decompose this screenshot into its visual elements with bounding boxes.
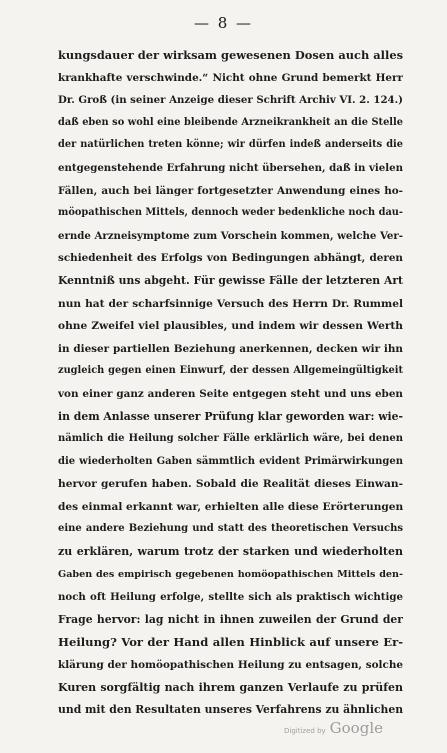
text-line: zu erklären, warum trotz der starken und wiederholten [58, 545, 403, 559]
text-line: klärung der homöopathischen Heilung zu entsagen, solche [58, 659, 403, 672]
text-line: Frage hervor: lag nicht in ihnen zuweilen der Grund der [58, 612, 403, 626]
text-line: daß eben so wohl eine bleibende Arzneikrankheit an die Stelle [58, 116, 403, 128]
digitized-watermark [284, 719, 383, 737]
text-line: möopathischen Mittels, dennoch weder bedenkliche noch dau- [58, 207, 403, 219]
text-line: nämlich die Heilung solcher Fälle erklärlich wäre, bei denen [58, 433, 403, 445]
google-logo: Google [329, 719, 383, 737]
text-line: eine andere Beziehung und statt des theoretischen Versuchs [58, 523, 403, 535]
text-line: entgegenstehende Erfahrung nicht übersehen, daß in vielen [58, 161, 403, 174]
text-line: krankhafte verschwinde.“ Nicht ohne Grund bemerkt Herr [58, 71, 403, 84]
page-number: — 8 — [193, 14, 254, 32]
text-line: noch oft Heilung erfolge, stellte sich als praktisch wichtige [58, 591, 403, 604]
text-line: kungsdauer der wirksam gewesenen Dosen auch alles [58, 48, 403, 62]
text-line: Gaben des empirisch gegebenen homöopathischen Mittels den- [58, 568, 403, 580]
text-line: Heilung? Vor der Hand allen Hinblick auf unsere Er- [58, 635, 403, 650]
text-line: von einer ganz anderen Seite entgegen steht und uns eben [58, 387, 403, 400]
text-line: ernde Arzneisymptome zum Vorschein kommen, welche Ver- [58, 229, 403, 242]
text-line: in dieser partiellen Beziehung anerkennen, decken wir ihn [58, 342, 403, 355]
text-line: nun hat der scharfsinnige Versuch des Herrn Dr. Rummel [58, 297, 403, 310]
text-line: des einmal erkannt war, erhielten alle diese Erörterungen [58, 500, 403, 513]
text-line: Fällen, auch bei länger fortgesetzter Anwendung eines ho- [58, 184, 403, 197]
text-line: Kenntniß uns abgeht. Für gewisse Fälle der letzteren Art [58, 273, 403, 287]
text-line: die wiederholten Gaben sämmtlich evident Primärwirkungen [58, 455, 403, 467]
text-line: hervor gerufen haben. Sobald die Realität dieses Einwan- [58, 478, 403, 491]
text-line: ohne Zweifel viel plausibles, und indem wir dessen Werth [58, 320, 403, 333]
text-line: in dem Anlasse unserer Prüfung klar geworden war: wie- [58, 409, 403, 423]
watermark-prefix: Digitized by [284, 727, 326, 735]
text-line: schiedenheit des Erfolgs von Bedingungen abhängt, deren [58, 252, 403, 265]
text-line: und mit den Resultaten unseres Verfahrens zu ähnlichen [58, 703, 403, 717]
body-text [58, 44, 403, 722]
text-line: der natürlichen treten könne; wir dürfen indeß anderseits die [58, 139, 403, 151]
text-line: Dr. Groß (in seiner Anzeige dieser Schrift Archiv VI. 2. 124.) [58, 94, 403, 107]
text-line: zugleich gegen einen Einwurf, der dessen Allgemeingültigkeit [58, 365, 403, 377]
text-line: Kuren sorgfältig nach ihrem ganzen Verlaufe zu prüfen [58, 680, 403, 694]
